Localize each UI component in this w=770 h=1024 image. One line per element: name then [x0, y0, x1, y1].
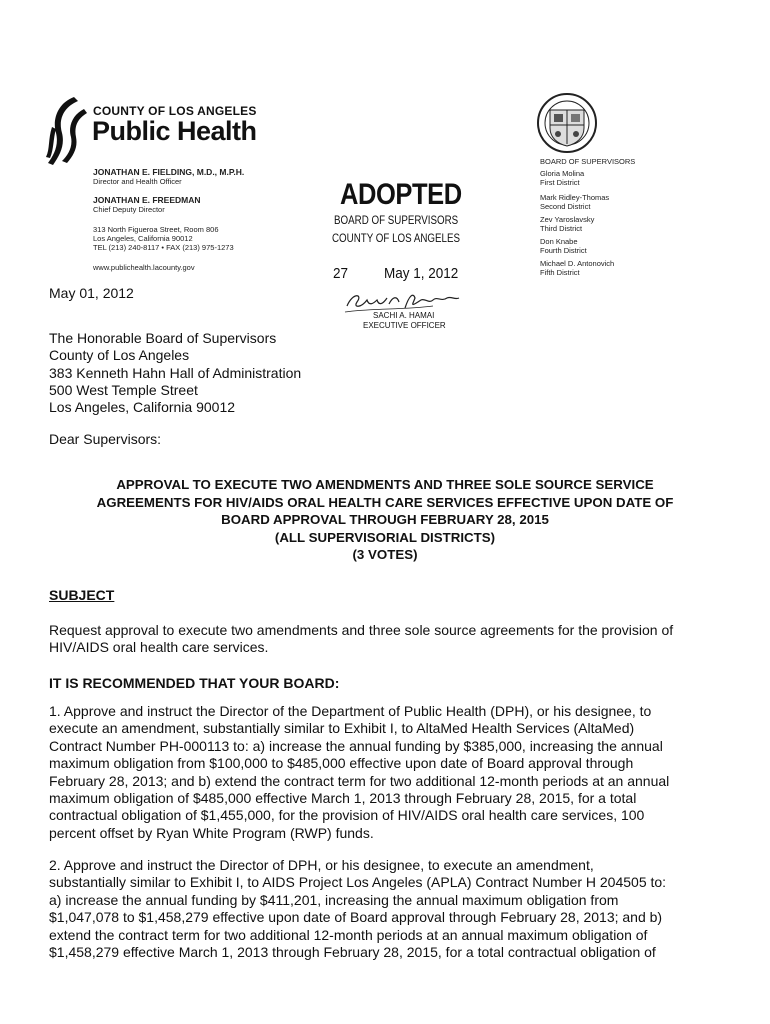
supervisor-district: Fifth District	[540, 267, 580, 277]
supervisor-district: First District	[540, 177, 580, 187]
director-name: JONATHAN E. FIELDING, M.D., M.P.H.	[93, 167, 245, 177]
phone-fax: TEL (213) 240-8117 • FAX (213) 975-1273	[93, 243, 234, 252]
subject-line: HIV/AIDS oral health care services.	[49, 639, 269, 656]
item2-line: substantially similar to Exhibit I, to AIDS Project Los Angeles (APLA) Contract Number H 204505 to:	[49, 874, 667, 891]
website: www.publichealth.lacounty.gov	[93, 263, 195, 272]
letter-date: May 01, 2012	[49, 285, 134, 301]
recipient-line: Los Angeles, California 90012	[49, 399, 236, 416]
title-line: (3 VOTES)	[352, 547, 418, 562]
supervisor-entry	[540, 194, 609, 211]
stamp-board-line: BOARD OF SUPERVISORS	[334, 215, 459, 227]
item1-line: maximum obligation from $100,000 to $485,000 effective upon date of Board approval through	[49, 755, 634, 772]
item2-line: a) increase the annual funding by $411,201, increasing the annual maximum obligation from	[49, 891, 619, 908]
item1-line: execute an amendment, substantially similar to Exhibit I, to AltaMed Health Services (AltaMed)	[49, 720, 635, 737]
department-address	[93, 225, 234, 252]
title-line: APPROVAL TO EXECUTE TWO AMENDMENTS AND THREE SOLE SOURCE SERVICE	[116, 477, 654, 492]
subject-paragraph	[49, 622, 729, 657]
county-name: COUNTY OF LOS ANGELES	[93, 104, 257, 118]
supervisor-district: Second District	[540, 201, 591, 211]
supervisor-name: Michael D. Antonovich	[540, 259, 615, 268]
deputy-name: JONATHAN E. FREEDMAN	[93, 195, 201, 205]
item2-line: extend the contract term for two additional 12-month periods at an annual maximum obligation of	[49, 926, 648, 943]
item2-line: $1,047,078 to $1,458,279 effective upon date of Board approval through February 28, 2013; and b)	[49, 909, 663, 926]
supervisor-entry	[540, 216, 594, 233]
signer-name: SACHI A. HAMAI	[373, 311, 435, 320]
supervisor-district: Fourth District	[540, 245, 587, 255]
recommendation-item-1	[49, 703, 729, 842]
supervisors-heading: BOARD OF SUPERVISORS	[540, 157, 636, 166]
item2-line: $1,458,279 effective March 1, 2013 through February 28, 2015, for a total contractual obligation of	[49, 944, 656, 961]
item1-line: February 28, 2013; and b) extend the contract term for two additional 12-month periods at an annual	[49, 772, 670, 789]
deputy-block	[93, 196, 201, 214]
item1-line: contractual obligation of $1,455,000, for the provision of HIV/AIDS oral health care services, 100	[49, 807, 645, 824]
item1-line: maximum obligation of $485,000 effective March 1, 2013 through February 28, 2015, for a total	[49, 790, 637, 807]
supervisor-entry	[540, 260, 614, 277]
recipient-line: The Honorable Board of Supervisors	[49, 330, 277, 346]
subject-heading: SUBJECT	[49, 587, 115, 603]
department-name: Public Health	[92, 116, 257, 146]
item1-line: percent offset by Ryan White Program (RWP) funds.	[49, 824, 374, 841]
stamp-item-number: 27	[333, 265, 349, 282]
recipient-line: County of Los Angeles	[49, 347, 190, 364]
item1-line: 1. Approve and instruct the Director of the Department of Public Health (DPH), or his designee, to	[49, 703, 652, 719]
supervisor-name: Don Knabe	[540, 237, 578, 246]
signer-title: EXECUTIVE OFFICER	[363, 321, 446, 330]
recommendation-item-2	[49, 857, 729, 961]
supervisor-name: Gloria Molina	[540, 169, 585, 178]
supervisor-entry	[540, 170, 584, 187]
director-title: Director and Health Officer	[93, 177, 182, 186]
recommendation-heading: IT IS RECOMMENDED THAT YOUR BOARD:	[49, 675, 340, 691]
title-line: BOARD APPROVAL THROUGH FEBRUARY 28, 2015	[221, 512, 549, 527]
deputy-title: Chief Deputy Director	[93, 205, 165, 214]
county-seal-icon	[536, 92, 598, 154]
title-line: AGREEMENTS FOR HIV/AIDS ORAL HEALTH CARE SERVICES EFFECTIVE UPON DATE OF	[96, 494, 674, 510]
supervisor-name: Mark Ridley-Thomas	[540, 193, 610, 202]
recipient-line: 383 Kenneth Hahn Hall of Administration	[49, 364, 302, 381]
supervisor-entry	[540, 238, 587, 255]
item2-line: 2. Approve and instruct the Director of DPH, or his designee, to execute an amendment,	[49, 857, 594, 873]
public-health-logo-icon	[44, 93, 88, 171]
title-line: (ALL SUPERVISORIAL DISTRICTS)	[274, 529, 496, 545]
stamp-date: May 1, 2012	[384, 265, 459, 282]
address-line-2: Los Angeles, California 90012	[93, 234, 193, 243]
recipient-address	[49, 330, 301, 416]
adopted-stamp-title: ADOPTED	[340, 178, 462, 211]
subject-line: Request approval to execute two amendments and three sole source agreements for the provision of	[49, 622, 674, 638]
letter-title	[40, 476, 730, 564]
salutation: Dear Supervisors:	[49, 431, 162, 447]
address-line-1: 313 North Figueroa Street, Room 806	[93, 225, 219, 234]
supervisor-district: Third District	[540, 223, 583, 233]
recipient-line: 500 West Temple Street	[49, 381, 198, 398]
item1-line: Contract Number PH-000113 to: a) increase the annual funding by $385,000, increasing the annual	[49, 737, 663, 754]
supervisor-name: Zev Yaroslavsky	[540, 215, 595, 224]
stamp-county-line: COUNTY OF LOS ANGELES	[332, 233, 461, 245]
director-block	[93, 168, 244, 186]
